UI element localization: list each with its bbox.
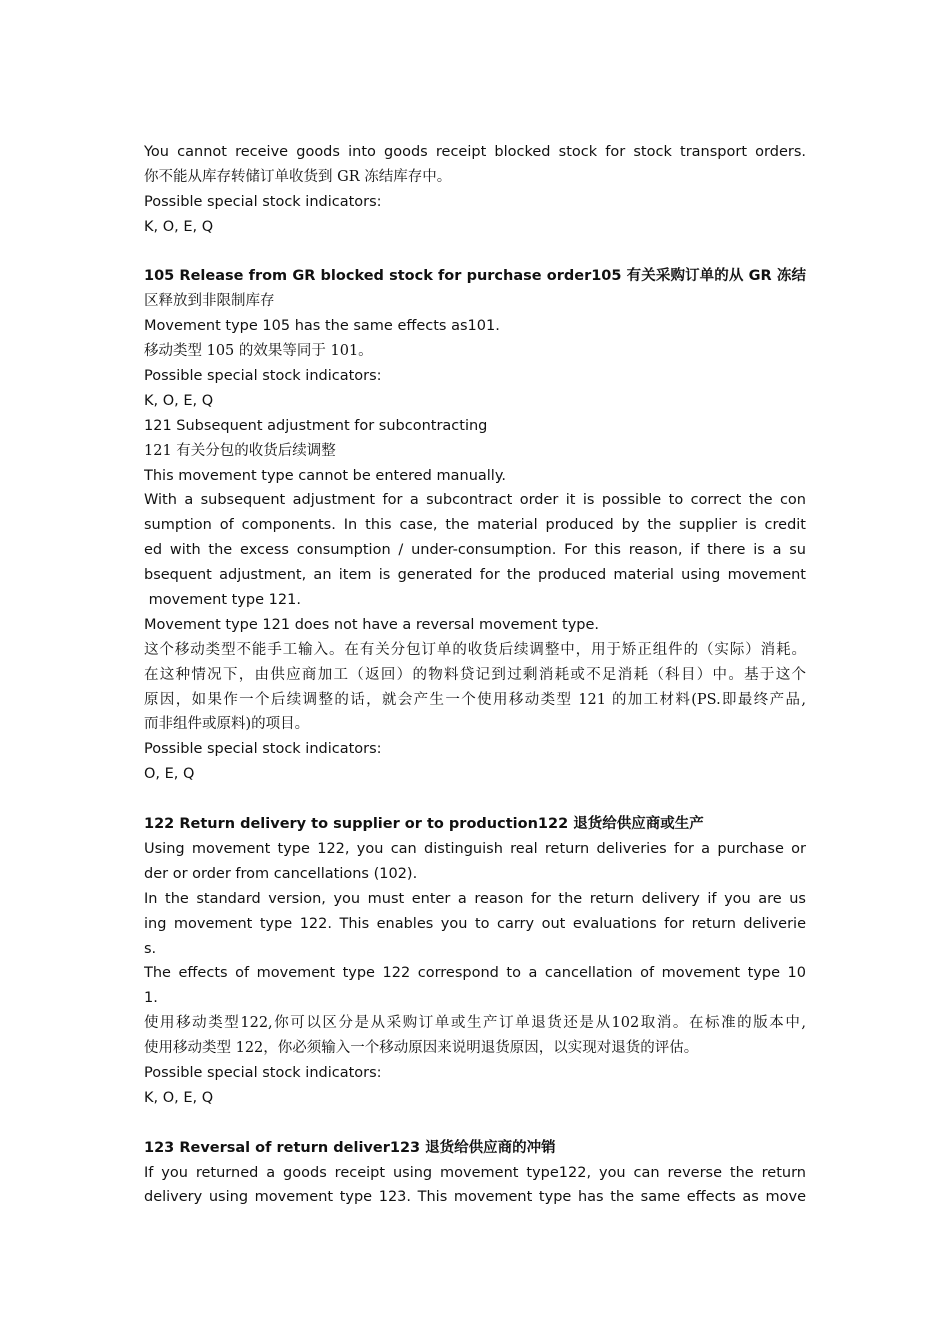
text-line: The effects of movement type 122 correspond to a cancellation of movement type 10 (144, 965, 806, 982)
text-line: movement type 121. (144, 592, 301, 609)
text-line: 121 Subsequent adjustment for subcontracting (144, 417, 488, 434)
text-line: 你不能从库存转储订单收货到 GR 冻结库存中。 (144, 168, 452, 185)
blank-line (144, 787, 806, 812)
text-line: K, O, E, Q (144, 1089, 214, 1106)
text-line: Possible special stock indicators: (144, 368, 382, 385)
text-line: 使用移动类型 122，你必须输入一个移动原因来说明退货原因，以实现对退货的评估。 (144, 1040, 699, 1057)
text-line: 移动类型 105 的效果等同于 101。 (144, 343, 373, 360)
section-heading-123: 123 Reversal of return deliver123 退货给供应商的冲销 (144, 1139, 556, 1156)
text-line: bsequent adjustment, an item is generated for the produced material using movement (144, 567, 806, 584)
text-line: O, E, Q (144, 766, 195, 783)
document-page (144, 140, 806, 1210)
text-line: In the standard version, you must enter a reason for the return delivery if you are us (144, 890, 806, 907)
text-line: 使用移动类型122,你可以区分是从采购订单或生产订单退货还是从102取消。在标准的版本中, (144, 1015, 806, 1032)
blank-line (144, 1111, 806, 1136)
text-line: 121 有关分包的收货后续调整 (144, 442, 336, 459)
text-line: delivery using movement type 123. This movement type has the same effects as move (144, 1189, 806, 1206)
text-line: ed with the excess consumption / under-consumption. For this reason, if there is a su (144, 542, 806, 559)
text-line: With a subsequent adjustment for a subcontract order it is possible to correct the con (144, 492, 806, 509)
text-line: K, O, E, Q (144, 218, 214, 235)
text-line: Possible special stock indicators: (144, 741, 382, 758)
text-line: K, O, E, Q (144, 392, 214, 409)
text-line: 这个移动类型不能手工输入。在有关分包订单的收货后续调整中，用于矫正组件的（实际）消耗。 (144, 641, 806, 658)
text-line: ing movement type 122. This enables you to carry out evaluations for return deliverie (144, 915, 806, 932)
text-line: der or order from cancellations (102). (144, 865, 418, 882)
text-line: Possible special stock indicators: (144, 1064, 382, 1081)
text-line: 区释放到非限制库存 (144, 293, 275, 310)
text-line: Using movement type 122, you can distinguish real return deliveries for a purchase or (144, 840, 806, 857)
text-line: Movement type 105 has the same effects as101. (144, 318, 500, 335)
text-line: 原因，如果作一个后续调整的话，就会产生一个使用移动类型 121 的加工材料(PS.即最终产品, (144, 691, 806, 708)
text-line: 在这种情况下，由供应商加工（返回）的物料贷记到过剩消耗或不足消耗（科目）中。基于这个 (144, 666, 806, 683)
text-line: sumption of components. In this case, the material produced by the supplier is credit (144, 517, 806, 534)
text-line: 1. (144, 990, 158, 1007)
text-line: 而非组件或原料)的项目。 (144, 716, 310, 733)
text-line: This movement type cannot be entered manually. (144, 467, 506, 484)
section-heading-105: 105 Release from GR blocked stock for purchase order105 有关采购订单的从 GR 冻结 (144, 268, 806, 285)
blank-line (144, 240, 806, 265)
text-line: You cannot receive goods into goods receipt blocked stock for stock transport orders. (144, 144, 806, 160)
text-line: s. (144, 940, 157, 957)
text-line: If you returned a goods receipt using movement type122, you can reverse the return (144, 1164, 806, 1181)
text-line: Possible special stock indicators: (144, 193, 382, 210)
section-heading-122: 122 Return delivery to supplier or to production122 退货给供应商或生产 (144, 816, 704, 833)
text-line: Movement type 121 does not have a reversal movement type. (144, 616, 600, 633)
